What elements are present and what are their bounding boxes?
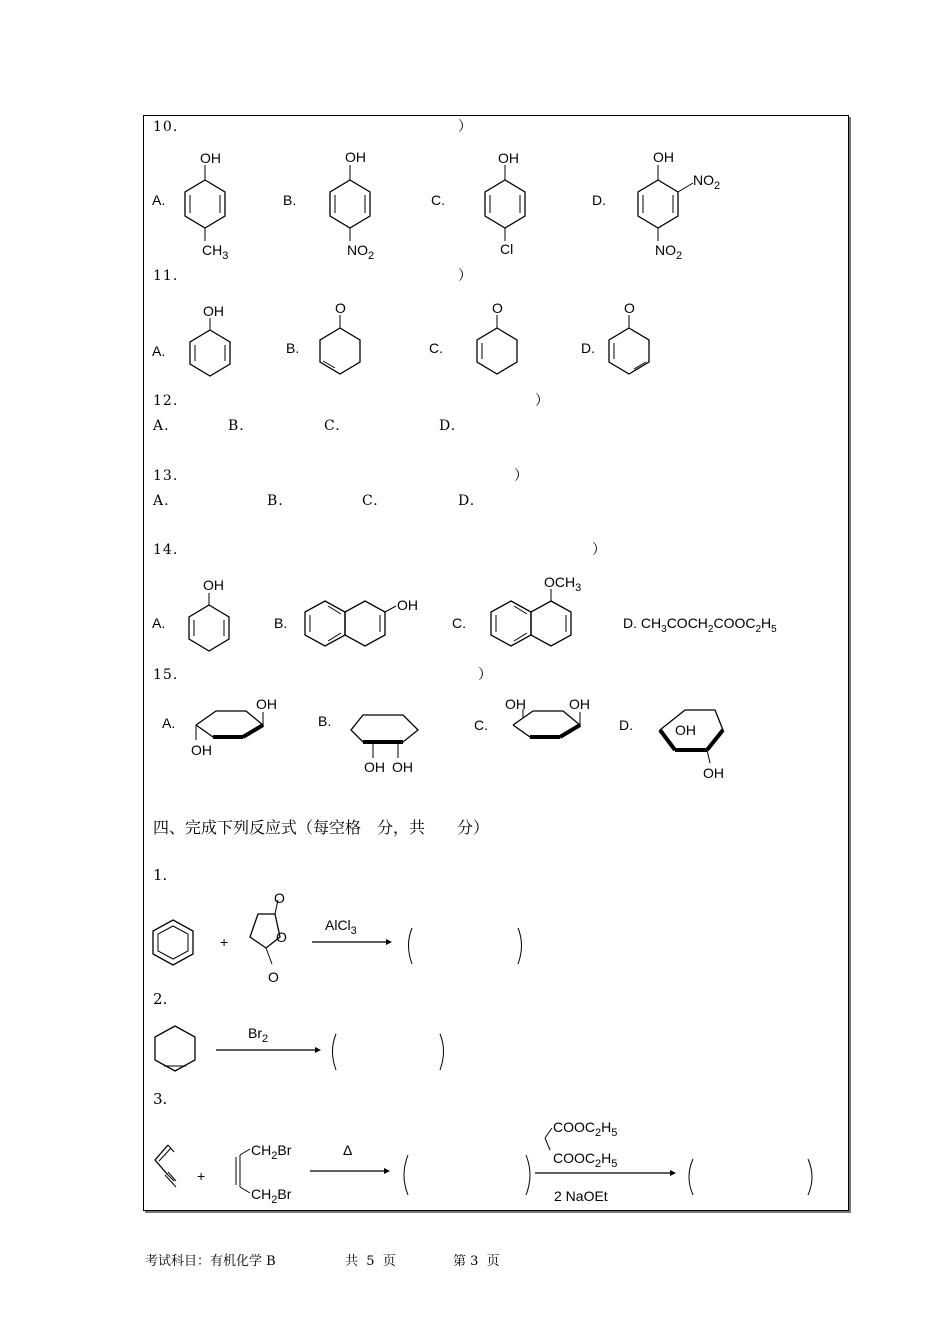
svg-text:O: O bbox=[274, 890, 285, 906]
footer-subject: 考试科目：有机化学 B bbox=[145, 1254, 276, 1269]
question-10-number: 10. bbox=[153, 119, 179, 135]
svg-text:OH: OH bbox=[505, 696, 526, 712]
option-c-label: C. bbox=[452, 615, 466, 631]
question-10-bracket: ） bbox=[458, 119, 473, 135]
svg-text:O: O bbox=[624, 300, 635, 316]
chair-diol-a-structure bbox=[188, 695, 288, 765]
question-11-number: 11. bbox=[153, 268, 179, 284]
svg-text:COOC2H5: $COOC_2H_5$ bbox=[553, 1119, 618, 1139]
question-15-bracket: ） bbox=[478, 667, 493, 683]
reaction-3-number: 3. bbox=[153, 1090, 168, 1108]
option-a-label: A. bbox=[152, 615, 166, 631]
question-10-stem bbox=[190, 119, 385, 135]
question-13-stem bbox=[190, 468, 430, 484]
question-15-number: 15. bbox=[153, 667, 179, 683]
option-d-label: D. $CH_3COCH_2COOC_2H_5$ bbox=[623, 615, 777, 635]
svg-text:+: + bbox=[220, 934, 229, 950]
svg-text:OH: OH bbox=[203, 303, 224, 319]
svg-text:OH: OH bbox=[200, 150, 221, 166]
svg-text:NO2: $NO_2$ bbox=[693, 172, 721, 192]
question-14-bracket: ） bbox=[592, 542, 607, 558]
footer-total-pages: 共 5 页 bbox=[345, 1254, 396, 1269]
svg-text:O: O bbox=[492, 300, 503, 316]
2-naphthol-structure bbox=[302, 598, 432, 658]
question-14-stem bbox=[190, 542, 490, 558]
svg-text:NO2: $NO_2$ bbox=[655, 242, 683, 262]
cyclopentane-diol-structure bbox=[655, 705, 735, 785]
option-b-label: B. bbox=[318, 713, 332, 729]
option-d-label: D. bbox=[619, 717, 633, 733]
option-d-label: D. bbox=[592, 192, 606, 208]
svg-text:Br2: $Br_2$ bbox=[248, 1025, 269, 1045]
option-b-label: B. bbox=[274, 615, 288, 631]
option-a-label: A. bbox=[152, 343, 166, 359]
svg-text:OH: OH bbox=[256, 696, 277, 712]
svg-text:OH: OH bbox=[653, 149, 674, 165]
section-title: 四、完成下列反应式（每空格 分，共 分） bbox=[153, 818, 490, 837]
question-15-stem bbox=[190, 667, 400, 683]
svg-text:OH: OH bbox=[675, 722, 696, 738]
p-chlorophenol-structure bbox=[480, 145, 550, 265]
option-a-label: A. bbox=[152, 192, 166, 208]
svg-text:OH: OH bbox=[397, 597, 418, 613]
svg-text:2 NaOEt: 2 NaOEt bbox=[554, 1188, 608, 1204]
svg-text:OH: OH bbox=[364, 759, 385, 775]
svg-text:Δ: Δ bbox=[343, 1142, 353, 1158]
svg-text:OH: OH bbox=[703, 765, 724, 781]
question-13-bracket: ） bbox=[514, 468, 529, 484]
svg-text:CH3: $CH_3$ bbox=[202, 242, 229, 262]
question-11-bracket: ） bbox=[458, 268, 473, 284]
svg-text:OH: OH bbox=[191, 742, 212, 758]
option-d: D. bbox=[458, 493, 526, 509]
cyclohexane-diol-b-structure bbox=[348, 712, 438, 782]
option-c-label: C. bbox=[474, 717, 488, 733]
svg-text:OH: OH bbox=[203, 577, 224, 593]
question-12-bracket: ） bbox=[535, 393, 550, 409]
cyclohexenone-b-structure bbox=[315, 298, 375, 378]
svg-text:+: + bbox=[197, 1168, 206, 1184]
option-c-label: C. bbox=[429, 340, 443, 356]
svg-text:OH: OH bbox=[569, 696, 590, 712]
option-c: C. bbox=[324, 418, 392, 434]
question-12-number: 12. bbox=[153, 393, 179, 409]
dinitrophenol-structure bbox=[633, 145, 743, 265]
option-b-label: B. bbox=[283, 192, 297, 208]
svg-text:O: O bbox=[335, 300, 346, 316]
svg-text:OH: OH bbox=[345, 149, 366, 165]
svg-text:Cl: Cl bbox=[500, 241, 514, 257]
question-11-stem bbox=[190, 268, 385, 284]
svg-text:O: O bbox=[276, 929, 287, 945]
p-cresol-structure bbox=[180, 145, 250, 265]
question-12-stem bbox=[190, 393, 445, 409]
option-a-label: A. bbox=[162, 715, 176, 731]
phenol-structure bbox=[185, 300, 245, 380]
chair-diol-c-structure bbox=[505, 695, 605, 755]
reaction-1-number: 1. bbox=[153, 866, 168, 884]
option-b: B. bbox=[267, 493, 320, 509]
reaction-3-scheme bbox=[150, 1115, 830, 1210]
option-a: A. bbox=[153, 493, 221, 509]
svg-text:NO2: $NO_2$ bbox=[347, 242, 375, 262]
option-d-label: D. bbox=[581, 340, 595, 356]
p-nitrophenol-structure bbox=[325, 145, 395, 265]
reaction-2-number: 2. bbox=[153, 990, 168, 1008]
cyclohexenone-c-structure bbox=[472, 298, 532, 378]
option-c-label: C. bbox=[431, 192, 445, 208]
question-13-number: 13. bbox=[153, 468, 179, 484]
reaction-2-scheme bbox=[150, 1020, 460, 1080]
svg-text:OH: OH bbox=[392, 759, 413, 775]
option-b-label: B. bbox=[286, 340, 300, 356]
footer-page-number: 第 3 页 bbox=[453, 1254, 500, 1269]
reaction-1-scheme bbox=[150, 890, 540, 990]
question-14-number: 14. bbox=[153, 542, 179, 558]
svg-text:OCH3: $OCH_3$ bbox=[544, 574, 582, 594]
option-d: D. bbox=[439, 418, 492, 434]
phenol-structure bbox=[184, 575, 244, 655]
option-a: A. bbox=[153, 418, 191, 434]
svg-text:OH: OH bbox=[498, 150, 519, 166]
methoxynaphthalene-structure bbox=[488, 573, 608, 653]
option-b: B. bbox=[228, 418, 281, 434]
svg-text:CH2Br: $CH_2Br$ bbox=[251, 1186, 292, 1206]
option-c: C. bbox=[362, 493, 415, 509]
svg-text:COOC2H5: $COOC_2H_5$ bbox=[553, 1150, 618, 1170]
cyclohexadienone-structure bbox=[604, 298, 664, 378]
svg-text:CH2Br: $CH_2Br$ bbox=[251, 1142, 292, 1162]
svg-text:O: O bbox=[268, 969, 279, 985]
svg-text:AlCl3: AlCl$_3$ bbox=[325, 917, 357, 937]
